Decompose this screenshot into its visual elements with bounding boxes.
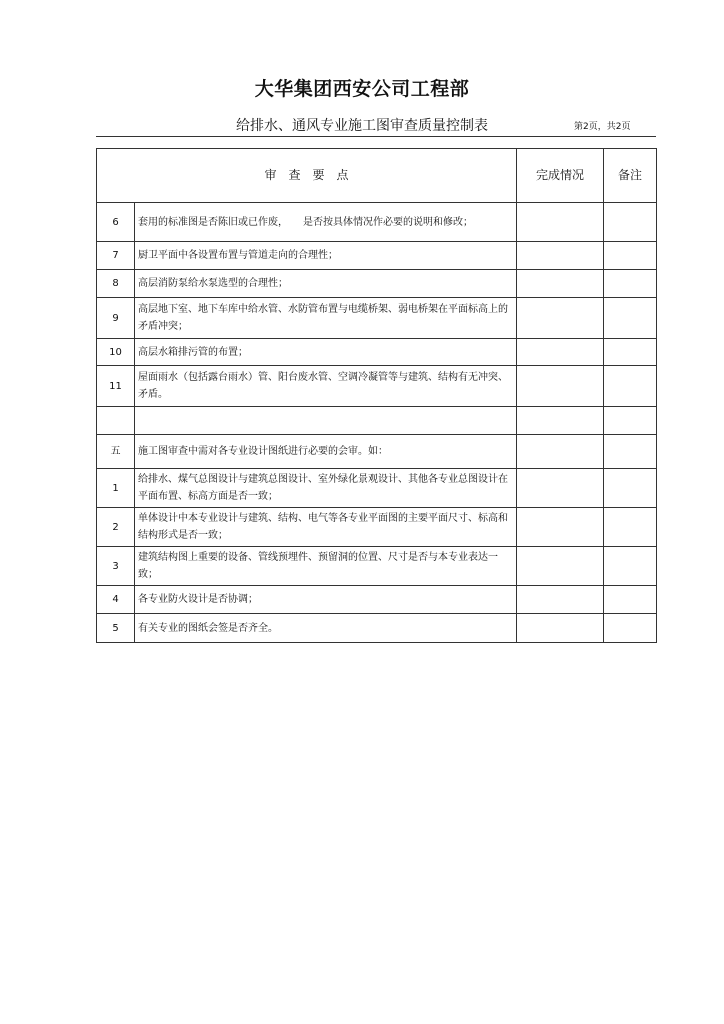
row-number: 2 — [97, 508, 135, 547]
review-table — [96, 148, 657, 643]
table-row — [97, 339, 657, 366]
page-number: 第2页，共2页 — [574, 122, 631, 132]
row-number: 6 — [97, 203, 135, 242]
row-number: 9 — [97, 298, 135, 339]
row-text: 厨卫平面中各设置布置与管道走向的合理性； — [135, 242, 517, 270]
column-header-remarks: 备注 — [604, 149, 657, 203]
remarks-cell[interactable] — [604, 298, 657, 339]
remarks-cell[interactable] — [604, 614, 657, 643]
remarks-cell[interactable] — [604, 508, 657, 547]
completion-cell[interactable] — [517, 366, 604, 407]
remarks-cell[interactable] — [604, 435, 657, 469]
completion-cell[interactable] — [517, 435, 604, 469]
remarks-cell[interactable] — [604, 203, 657, 242]
table-row — [97, 203, 657, 242]
row-text: 高层地下室、地下车库中给水管、水防管布置与电缆桥架、弱电桥架在平面标高上的矛盾冲突； — [135, 298, 517, 339]
remarks-cell[interactable] — [604, 469, 657, 508]
table-row — [97, 508, 657, 547]
column-header-key-points: 审 查 要 点 — [97, 149, 517, 203]
section-text: 施工图审查中需对各专业设计图纸进行必要的会审。如： — [135, 435, 517, 469]
section-number: 五 — [97, 435, 135, 469]
completion-cell[interactable] — [517, 242, 604, 270]
row-text: 套用的标准图是否陈旧或已作废， 是否按具体情况作必要的说明和修改； — [135, 203, 517, 242]
completion-cell[interactable] — [517, 407, 604, 435]
table-row — [97, 586, 657, 614]
table-row — [97, 242, 657, 270]
completion-cell[interactable] — [517, 203, 604, 242]
row-number — [97, 407, 135, 435]
row-number: 11 — [97, 366, 135, 407]
row-text: 单体设计中本专业设计与建筑、结构、电气等各专业平面图的主要平面尺寸、标高和结构形式是否一致； — [135, 508, 517, 547]
remarks-cell[interactable] — [604, 407, 657, 435]
header-divider — [96, 136, 656, 137]
row-text: 各专业防火设计是否协调； — [135, 586, 517, 614]
completion-cell[interactable] — [517, 547, 604, 586]
remarks-cell[interactable] — [604, 366, 657, 407]
remarks-cell[interactable] — [604, 586, 657, 614]
document-title: 大华集团西安公司工程部 — [254, 78, 470, 100]
row-text: 高层水箱排污管的布置； — [135, 339, 517, 366]
completion-cell[interactable] — [517, 508, 604, 547]
completion-cell[interactable] — [517, 614, 604, 643]
table-section-row — [97, 435, 657, 469]
row-number: 10 — [97, 339, 135, 366]
row-text: 给排水、煤气总图设计与建筑总图设计、室外绿化景观设计、其他各专业总图设计在平面布置、标高方面是否一致； — [135, 469, 517, 508]
form-subtitle: 给排水、通风专业施工图审查质量控制表 — [236, 118, 488, 134]
completion-cell[interactable] — [517, 469, 604, 508]
table-row — [97, 469, 657, 508]
row-number: 8 — [97, 270, 135, 298]
remarks-cell[interactable] — [604, 270, 657, 298]
completion-cell[interactable] — [517, 586, 604, 614]
table-row — [97, 270, 657, 298]
table-header-row — [97, 149, 657, 203]
table-row — [97, 366, 657, 407]
row-text: 有关专业的图纸会签是否齐全。 — [135, 614, 517, 643]
remarks-cell[interactable] — [604, 547, 657, 586]
table-row — [97, 547, 657, 586]
row-text: 建筑结构图上重要的设备、管线预埋件、预留洞的位置、尺寸是否与本专业表达一致； — [135, 547, 517, 586]
completion-cell[interactable] — [517, 298, 604, 339]
row-text: 屋面雨水（包括露台雨水）管、阳台废水管、空调冷凝管等与建筑、结构有无冲突、矛盾。 — [135, 366, 517, 407]
row-number: 1 — [97, 469, 135, 508]
row-number: 7 — [97, 242, 135, 270]
row-number: 3 — [97, 547, 135, 586]
row-number: 5 — [97, 614, 135, 643]
row-number: 4 — [97, 586, 135, 614]
row-text — [135, 407, 517, 435]
remarks-cell[interactable] — [604, 339, 657, 366]
row-text: 高层消防泵给水泵选型的合理性； — [135, 270, 517, 298]
completion-cell[interactable] — [517, 339, 604, 366]
table-row-empty — [97, 407, 657, 435]
table-row — [97, 614, 657, 643]
column-header-completion: 完成情况 — [517, 149, 604, 203]
table-row — [97, 298, 657, 339]
completion-cell[interactable] — [517, 270, 604, 298]
remarks-cell[interactable] — [604, 242, 657, 270]
